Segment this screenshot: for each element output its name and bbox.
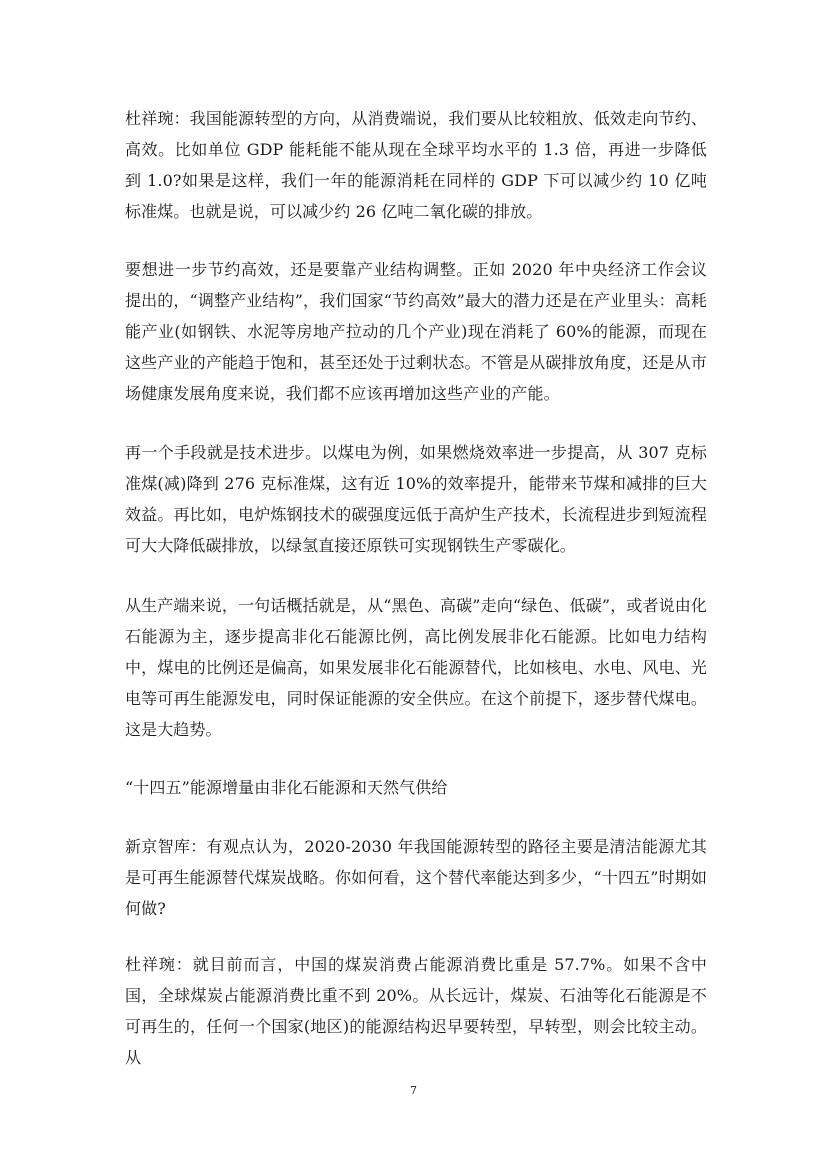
paragraph-technology-progress: 再一个手段就是技术进步。以煤电为例，如果燃烧效率进一步提高，从 307 克标准煤(减)降到 276 克标准煤，这有近 10%的效率提升，能带来节煤和减排的巨大效益。再比如，电炉炼钢技术的碳强度远低于高炉生产技术，长流程进步到短流程可大大降低碳排放，以绿氢直接还原铁可实现钢铁生产零碳化。	[125, 443, 707, 555]
paragraph-industrial-structure: 要想进一步节约高效，还是要靠产业结构调整。正如 2020 年中央经济工作会议提出的，“调整产业结构”，我们国家“节约高效”最大的潜力还是在产业里头：高耗能产业(如钢铁、水泥等房地产拉动的几个产业)现在消耗了 60%的能源，而现在这些产业的产能趋于饱和，甚至还处于过剩状态。不管是从碳排放角度，还是从市场健康发展角度来说，我们都不应该再增加这些产业的产能。	[125, 260, 707, 403]
page-number: 7	[410, 1084, 417, 1097]
paragraph-interview-answer: 杜祥琬：就目前而言，中国的煤炭消费占能源消费比重是 57.7%。如果不含中国，全球煤炭占能源消费比重不到 20%。从长远计，煤炭、石油等化石能源是不可再生的，任何一个国家(地区)的能源结构迟早要转型，早转型，则会比较主动。从	[125, 955, 707, 1067]
paragraph-production-side: 从生产端来说，一句话概括就是，从“黑色、高碳”走向“绿色、低碳”，或者说由化石能源为主，逐步提高非化石能源比例，高比例发展非化石能源。比如电力结构中，煤电的比例还是偏高，如果发展非化石能源替代，比如核电、水电、风电、光电等可再生能源发电，同时保证能源的安全供应。在这个前提下，逐步替代煤电。这是大趋势。	[125, 596, 707, 739]
paragraph-energy-consumption: 杜祥琬：我国能源转型的方向，从消费端说，我们要从比较粗放、低效走向节约、高效。比如单位 GDP 能耗能不能从现在全球平均水平的 1.3 倍，再进一步降低到 1.0?如果是这样，我们一年的能源消耗在同样的 GDP 下可以减少约 10 亿吨标准煤。也就是说，可以减少约 26 亿吨二氧化碳的排放。	[125, 109, 707, 221]
section-heading: “十四五”能源增量由非化石能源和天然气供给	[125, 778, 448, 797]
paragraph-interview-question: 新京智库：有观点认为，2020-2030 年我国能源转型的路径主要是清洁能源尤其是可再生能源替代煤炭战略。你如何看，这个替代率能达到多少，“十四五”时期如何做?	[125, 837, 707, 918]
